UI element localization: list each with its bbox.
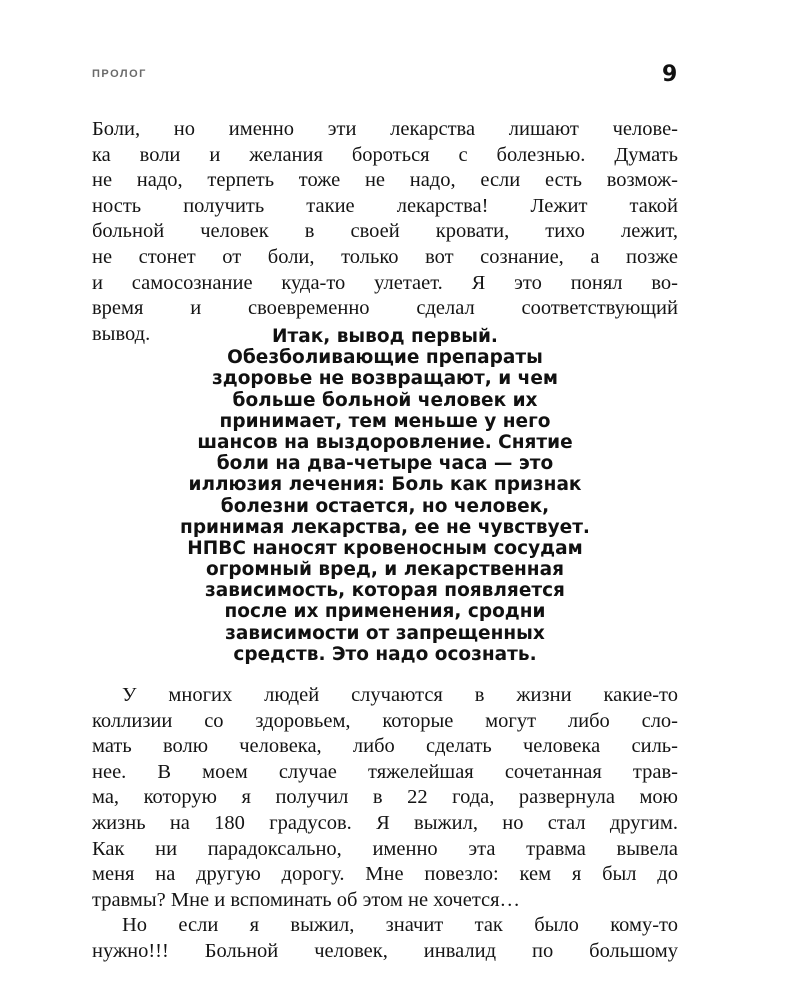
callout-line: средств. Это надо осознать. [233,643,537,665]
text-line: вывод. [92,322,151,345]
text-line: ма, которую я получил в 22 года, развернула мою [92,786,678,809]
text-line: не надо, терпеть тоже не надо, если есть возмож- [92,169,678,192]
paragraph-1 [92,117,678,347]
callout-line: НПВС наносят кровеносным сосудам [187,537,583,559]
text-line: нужно!!! Больной человек, инвалид по большому [92,939,678,962]
callout-line: боли на два-четыре часа — это [216,453,554,475]
callout-line: принимает, тем меньше у него [219,410,551,432]
text-line: травмы? Мне и вспоминать об этом не хочется… [92,888,521,911]
page-number: 9 [662,62,678,87]
text-line: ность получить такие лекарства! Лежит такой [92,194,678,217]
text-line: ка воли и желания бороться с болезнью. Думать [92,143,678,166]
callout-line: зависимость, которая появляется [205,580,565,602]
callout-line: огромный вред, и лекарственная [206,559,564,581]
text-line: больной человек в своей кровати, тихо лежит, [92,220,678,243]
callout-line: Обезболивающие препараты [227,347,543,369]
callout-line: зависимости от запрещенных [225,622,545,644]
callout-line: после их применения, сродни [224,601,546,623]
callout-line: шансов на выздоровление. Снятие [197,431,573,453]
callout-line: болезни остается, но человек, [220,495,550,517]
text-line: время и своевременно сделал соответствующий [92,297,678,320]
callout-line: Итак, вывод первый. [272,326,498,347]
callout-line: больше больной человек их [232,389,538,411]
callout-line: здоровье не возвращают, и чем [212,368,558,390]
text-line: меня на другую дорогу. Мне повезло: кем я был до [92,863,678,886]
running-header-section-title: ПРОЛОГ [92,68,147,80]
text-line: Как ни парадоксально, именно эта травма вывела [92,837,678,860]
text-line: Боли, но именно эти лекарства лишают челове- [92,118,678,140]
callout-line: принимая лекарства, ее не чувствует. [180,516,590,538]
text-line: нее. В моем случае тяжелейшая сочетанная трав- [92,760,678,783]
text-line: жизнь на 180 градусов. Я выжил, но стал другим. [92,811,678,834]
paragraph-2 [92,683,678,965]
callout-line: иллюзия лечения: Боль как признак [188,474,582,496]
text-line: коллизии со здоровьем, которые могут либо сло- [92,709,678,732]
conclusion-callout [92,326,678,665]
text-line: Но если я выжил, значит так было кому-то [122,914,678,937]
text-line: не стонет от боли, только вот сознание, а позже [92,245,678,268]
text-line: мать волю человека, либо сделать человека силь- [92,735,678,758]
text-line: и самосознание куда-то улетает. Я это понял во- [92,271,678,294]
text-line: У многих людей случаются в жизни какие-то [122,684,678,706]
